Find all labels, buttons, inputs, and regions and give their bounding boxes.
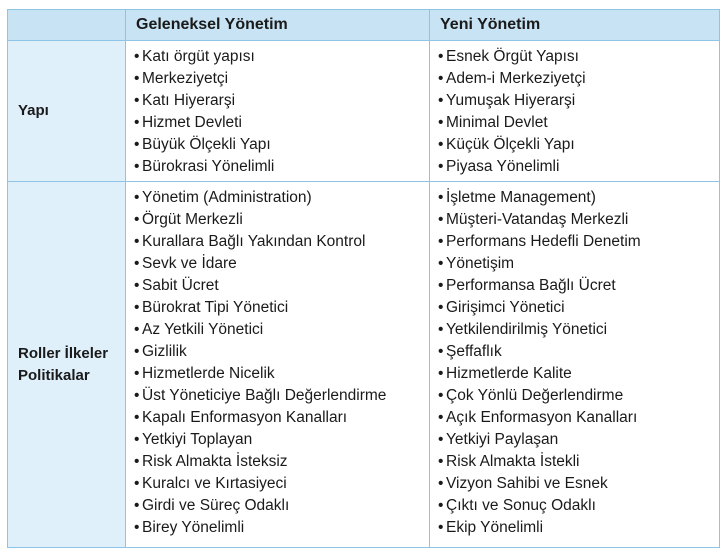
bullet-icon: • — [134, 233, 140, 250]
cell-traditional-structure — [126, 41, 430, 182]
list-item — [134, 429, 429, 451]
bullet-icon: • — [134, 453, 140, 470]
bullet-icon: • — [438, 387, 444, 404]
list-item — [438, 297, 719, 319]
list-item-text: Kapalı Enformasyon Kanalları — [142, 409, 348, 426]
list-item — [134, 473, 429, 495]
list-item — [134, 363, 429, 385]
cell-traditional-roles — [126, 182, 430, 548]
list-item-text: Hizmetlerde Nicelik — [142, 365, 275, 382]
list-item — [438, 341, 719, 363]
list-item-text: Çıktı ve Sonuç Odaklı — [446, 497, 596, 514]
bullet-icon: • — [438, 157, 444, 175]
bullet-icon: • — [134, 135, 140, 153]
bullet-icon: • — [134, 189, 140, 206]
bullet-icon: • — [134, 299, 140, 316]
header-empty-cell — [8, 10, 126, 41]
list-item — [438, 517, 719, 539]
list-item-text: Girdi ve Süreç Odaklı — [142, 497, 290, 514]
list-item — [134, 68, 429, 90]
bullet-icon: • — [134, 321, 140, 338]
header-traditional: Geleneksel Yönetim — [126, 10, 430, 41]
list-item — [134, 517, 429, 539]
list-item-text: Risk Almakta İsteksiz — [142, 453, 288, 470]
list-item-text: Üst Yöneticiye Bağlı Değerlendirme — [142, 387, 387, 404]
list-item-text: Yumuşak Hiyerarşi — [446, 91, 576, 109]
list-item — [438, 495, 719, 517]
list-item-text: Bürokrasi Yönelimli — [142, 157, 275, 175]
list-item — [438, 46, 719, 68]
list-item — [438, 231, 719, 253]
list-item-text: Performans Hedefli Denetim — [446, 233, 641, 250]
list-item — [134, 385, 429, 407]
bullet-icon: • — [438, 343, 444, 360]
list-item — [134, 156, 429, 178]
list-item-text: Küçük Ölçekli Yapı — [446, 135, 575, 153]
list-item — [134, 90, 429, 112]
list-item — [134, 209, 429, 231]
list-item-text: Yönetişim — [446, 255, 515, 272]
bullet-icon: • — [438, 135, 444, 153]
list-item-text: Piyasa Yönelimli — [446, 157, 560, 175]
bullet-icon: • — [438, 497, 444, 514]
list-item-text: Yetkiyi Toplayan — [142, 431, 253, 448]
list-item — [438, 90, 719, 112]
list-item-text: Örgüt Merkezli — [142, 211, 243, 228]
list-item — [438, 209, 719, 231]
list-item — [438, 385, 719, 407]
list-item — [134, 297, 429, 319]
bullet-icon: • — [438, 365, 444, 382]
list-item-text: Az Yetkili Yönetici — [142, 321, 264, 338]
list-item-text: Risk Almakta İstekli — [446, 453, 580, 470]
list-item — [134, 231, 429, 253]
bullet-icon: • — [438, 189, 444, 206]
bullet-icon: • — [134, 277, 140, 294]
row-roles — [8, 182, 720, 548]
cell-new-structure — [430, 41, 720, 182]
list-item — [134, 253, 429, 275]
list-item-text: Sabit Ücret — [142, 277, 219, 294]
list-item — [134, 112, 429, 134]
list-item-text: Kurallara Bağlı Yakından Kontrol — [142, 233, 366, 250]
list-item — [134, 341, 429, 363]
traditional-roles-list — [134, 187, 429, 539]
comparison-table — [7, 9, 720, 548]
list-item — [438, 473, 719, 495]
list-item-text: Yetkiyi Paylaşan — [446, 431, 559, 448]
list-item — [134, 451, 429, 473]
list-item-text: Açık Enformasyon Kanalları — [446, 409, 638, 426]
list-item — [134, 187, 429, 209]
list-item-text: Büyük Ölçekli Yapı — [142, 135, 271, 153]
list-item-text: Bürokrat Tipi Yönetici — [142, 299, 289, 316]
bullet-icon: • — [134, 91, 140, 109]
bullet-icon: • — [134, 475, 140, 492]
list-item-text: Hizmetlerde Kalite — [446, 365, 572, 382]
list-item — [438, 134, 719, 156]
list-item-text: Performansa Bağlı Ücret — [446, 277, 616, 294]
row-label-text: Yapı — [18, 102, 49, 119]
list-item-text: Yönetim (Administration) — [142, 189, 312, 206]
row-label-roles — [8, 182, 126, 548]
list-item-text: Adem-i Merkeziyetçi — [446, 69, 586, 87]
bullet-icon: • — [134, 431, 140, 448]
header-row — [8, 10, 720, 41]
bullet-icon: • — [438, 211, 444, 228]
list-item — [438, 451, 719, 473]
bullet-icon: • — [438, 409, 444, 426]
list-item — [134, 46, 429, 68]
bullet-icon: • — [134, 157, 140, 175]
list-item-text: Kuralcı ve Kırtasiyeci — [142, 475, 287, 492]
bullet-icon: • — [134, 69, 140, 87]
bullet-icon: • — [134, 409, 140, 426]
bullet-icon: • — [438, 91, 444, 109]
list-item-text: Gizlilik — [142, 343, 187, 360]
list-item-text: Esnek Örgüt Yapısı — [446, 47, 579, 65]
comparison-table-container — [7, 9, 719, 548]
new-roles-list — [438, 187, 719, 539]
bullet-icon: • — [438, 475, 444, 492]
list-item — [438, 319, 719, 341]
list-item — [438, 68, 719, 90]
bullet-icon: • — [134, 343, 140, 360]
list-item — [438, 407, 719, 429]
bullet-icon: • — [134, 113, 140, 131]
list-item-text: Katı Hiyerarşi — [142, 91, 236, 109]
bullet-icon: • — [134, 387, 140, 404]
list-item — [134, 134, 429, 156]
list-item — [438, 253, 719, 275]
bullet-icon: • — [134, 365, 140, 382]
list-item — [438, 275, 719, 297]
list-item — [438, 429, 719, 451]
header-new: Yeni Yönetim — [430, 10, 720, 41]
list-item-text: Katı örgüt yapısı — [142, 47, 255, 65]
row-label-line2: Politikalar — [18, 366, 90, 384]
list-item — [134, 495, 429, 517]
bullet-icon: • — [438, 113, 444, 131]
bullet-icon: • — [438, 431, 444, 448]
list-item-text: Ekip Yönelimli — [446, 519, 544, 536]
bullet-icon: • — [438, 277, 444, 294]
bullet-icon: • — [438, 47, 444, 65]
list-item-text: Vizyon Sahibi ve Esnek — [446, 475, 608, 492]
traditional-structure-list — [134, 46, 429, 178]
list-item-text: Çok Yönlü Değerlendirme — [446, 387, 624, 404]
bullet-icon: • — [438, 233, 444, 250]
list-item-text: İşletme Management) — [446, 189, 596, 206]
list-item-text: Birey Yönelimli — [142, 519, 245, 536]
list-item-text: Şeffaflık — [446, 343, 502, 360]
list-item-text: Müşteri-Vatandaş Merkezli — [446, 211, 629, 228]
bullet-icon: • — [134, 255, 140, 272]
bullet-icon: • — [134, 47, 140, 65]
list-item — [134, 319, 429, 341]
bullet-icon: • — [438, 69, 444, 87]
row-label-line1: Roller İlkeler — [18, 344, 109, 362]
bullet-icon: • — [438, 321, 444, 338]
list-item — [134, 275, 429, 297]
list-item-text: Sevk ve İdare — [142, 255, 237, 272]
bullet-icon: • — [134, 519, 140, 536]
cell-new-roles — [430, 182, 720, 548]
list-item-text: Merkeziyetçi — [142, 69, 229, 87]
list-item-text: Yetkilendirilmiş Yönetici — [446, 321, 608, 338]
list-item-text: Minimal Devlet — [446, 113, 548, 131]
list-item — [134, 407, 429, 429]
list-item — [438, 156, 719, 178]
bullet-icon: • — [134, 211, 140, 228]
bullet-icon: • — [134, 497, 140, 514]
list-item-text: Hizmet Devleti — [142, 113, 242, 131]
bullet-icon: • — [438, 299, 444, 316]
list-item — [438, 187, 719, 209]
list-item — [438, 112, 719, 134]
bullet-icon: • — [438, 519, 444, 536]
row-label-structure — [8, 41, 126, 182]
list-item — [438, 363, 719, 385]
new-structure-list — [438, 46, 719, 178]
list-item-text: Girişimci Yönetici — [446, 299, 565, 316]
bullet-icon: • — [438, 255, 444, 272]
row-structure — [8, 41, 720, 182]
bullet-icon: • — [438, 453, 444, 470]
